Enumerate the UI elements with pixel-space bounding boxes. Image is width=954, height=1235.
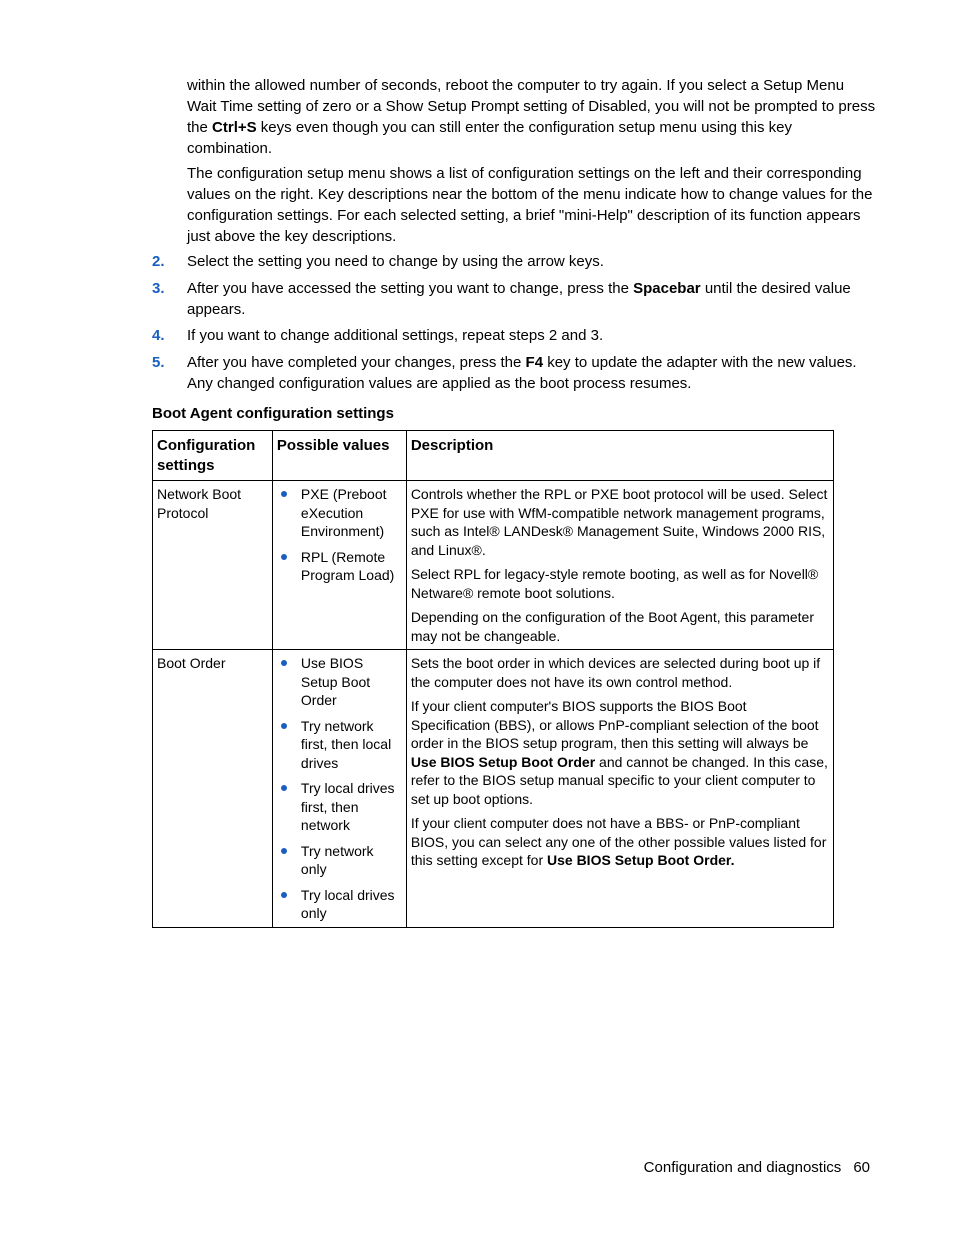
value-text: Try network first, then local drives xyxy=(300,717,392,771)
list-item xyxy=(277,779,402,835)
table-row xyxy=(153,481,834,650)
step-4-text: If you want to change additional settings, repeat steps 2 and 3. xyxy=(187,327,604,344)
bullet-icon xyxy=(281,892,287,898)
page-number: 60 xyxy=(853,1159,870,1176)
bullet-icon xyxy=(281,660,287,666)
list-item xyxy=(277,485,402,541)
value-text: Try network only xyxy=(300,842,374,877)
possible-values-cell xyxy=(272,481,406,650)
description-paragraph: Depending on the configuration of the Boot Agent, this parameter may not be changeable. xyxy=(410,609,814,644)
description-paragraph xyxy=(411,814,829,870)
values-list xyxy=(277,654,402,923)
list-item xyxy=(277,842,402,879)
bullet-icon xyxy=(281,848,287,854)
bullet-icon xyxy=(281,491,287,497)
table-header-row xyxy=(153,431,834,481)
list-item xyxy=(277,886,402,923)
step-3-text-c: until the desired value appears. xyxy=(187,280,851,318)
value-text: Use BIOS Setup Boot Order xyxy=(300,655,371,708)
description-paragraph: Controls whether the RPL or PXE boot protocol will be used. Select PXE for use with WfM-compatible network management programs, such as Intel® LANDesk® Management Suite, Windows 2000 RIS, and Linux®. xyxy=(410,486,828,558)
bullet-icon xyxy=(281,785,287,791)
intro-paragraph-2: The configuration setup menu shows a list of configuration settings on the left and their corresponding values on the right. Key descriptions near the bottom of the menu indicate how to change values for the configuration settings. For each selected setting, a brief "mini-Help" description of its function appears just above the key descriptions. xyxy=(187,165,873,245)
desc-text-c: and cannot be changed. In this case, refer to the BIOS setup manual specific to your client computer to set up boot options. xyxy=(410,753,828,807)
desc-text-a: If your client computer does not have a BBS- or PnP-compliant BIOS, you can select any one of the other possible values listed for this setting except for xyxy=(410,815,827,868)
desc-bold-term: Use BIOS Setup Boot Order xyxy=(410,753,596,770)
para1-text-a: within the allowed number of seconds, reboot the computer to try again. If you select a Setup Menu Wait Time setting of zero or a Show Setup Prompt setting of Disabled, you will not be prompted to press the xyxy=(187,77,876,136)
step-5-text xyxy=(187,352,877,394)
header-description: Description xyxy=(406,431,833,481)
step-5-number: 5. xyxy=(152,354,165,371)
value-text: PXE (Preboot eXecution Environment) xyxy=(300,486,387,539)
step-5-text-a: After you have completed your changes, press the xyxy=(187,354,526,371)
spacebar-key: Spacebar xyxy=(633,280,701,297)
setting-network-boot-protocol: Network Boot Protocol xyxy=(153,481,273,650)
step-2-number: 2. xyxy=(152,253,165,270)
bullet-icon xyxy=(281,723,287,729)
page-footer xyxy=(644,1158,870,1178)
intro-paragraph-1 xyxy=(187,75,877,159)
list-item xyxy=(277,654,402,710)
setting-boot-order: Boot Order xyxy=(153,650,273,928)
table-caption: Boot Agent configuration settings xyxy=(152,405,394,422)
step-2-text: Select the setting you need to change by using the arrow keys. xyxy=(187,253,604,270)
value-text: RPL (Remote Program Load) xyxy=(300,548,395,583)
values-list xyxy=(277,485,402,585)
list-item xyxy=(277,548,402,585)
step-3-text-a: After you have accessed the setting you want to change, press the xyxy=(187,280,634,297)
step-5-text-c: key to update the adapter with the new values. Any changed configuration values are applied as the boot process resumes. xyxy=(187,354,857,392)
table-row xyxy=(153,650,834,928)
step-3-text xyxy=(187,278,877,320)
bullet-icon xyxy=(281,554,287,560)
para1-text-c: keys even though you can still enter the configuration setup menu using this key combination. xyxy=(187,119,792,157)
value-text: Try local drives only xyxy=(300,886,395,921)
ctrl-s-key: Ctrl+S xyxy=(212,119,257,136)
description-paragraph xyxy=(411,697,829,808)
header-configuration-settings: Configuration settings xyxy=(153,431,273,481)
list-item xyxy=(277,717,402,773)
description-cell xyxy=(406,650,833,928)
boot-agent-settings-table xyxy=(152,430,834,928)
f4-key: F4 xyxy=(525,354,544,371)
description-paragraph: Select RPL for legacy-style remote booting, as well as for Novell® Netware® remote boot solutions. xyxy=(410,566,819,601)
description-cell xyxy=(406,481,833,650)
step-3-number: 3. xyxy=(152,280,165,297)
header-possible-values: Possible values xyxy=(272,431,406,481)
desc-text-a: If your client computer's BIOS supports the BIOS Boot Specification (BBS), or allows PnP-compliant selection of the boot order in the BIOS setup program, then this setting will always be xyxy=(410,698,819,751)
description-paragraph: Sets the boot order in which devices are selected during boot up if the computer does not have its own control method. xyxy=(410,655,821,690)
value-text: Try local drives first, then network xyxy=(300,780,395,833)
footer-section-title: Configuration and diagnostics xyxy=(643,1159,842,1176)
possible-values-cell xyxy=(272,650,406,928)
desc-bold-term: Use BIOS Setup Boot Order. xyxy=(547,852,735,868)
step-4-number: 4. xyxy=(152,327,165,344)
